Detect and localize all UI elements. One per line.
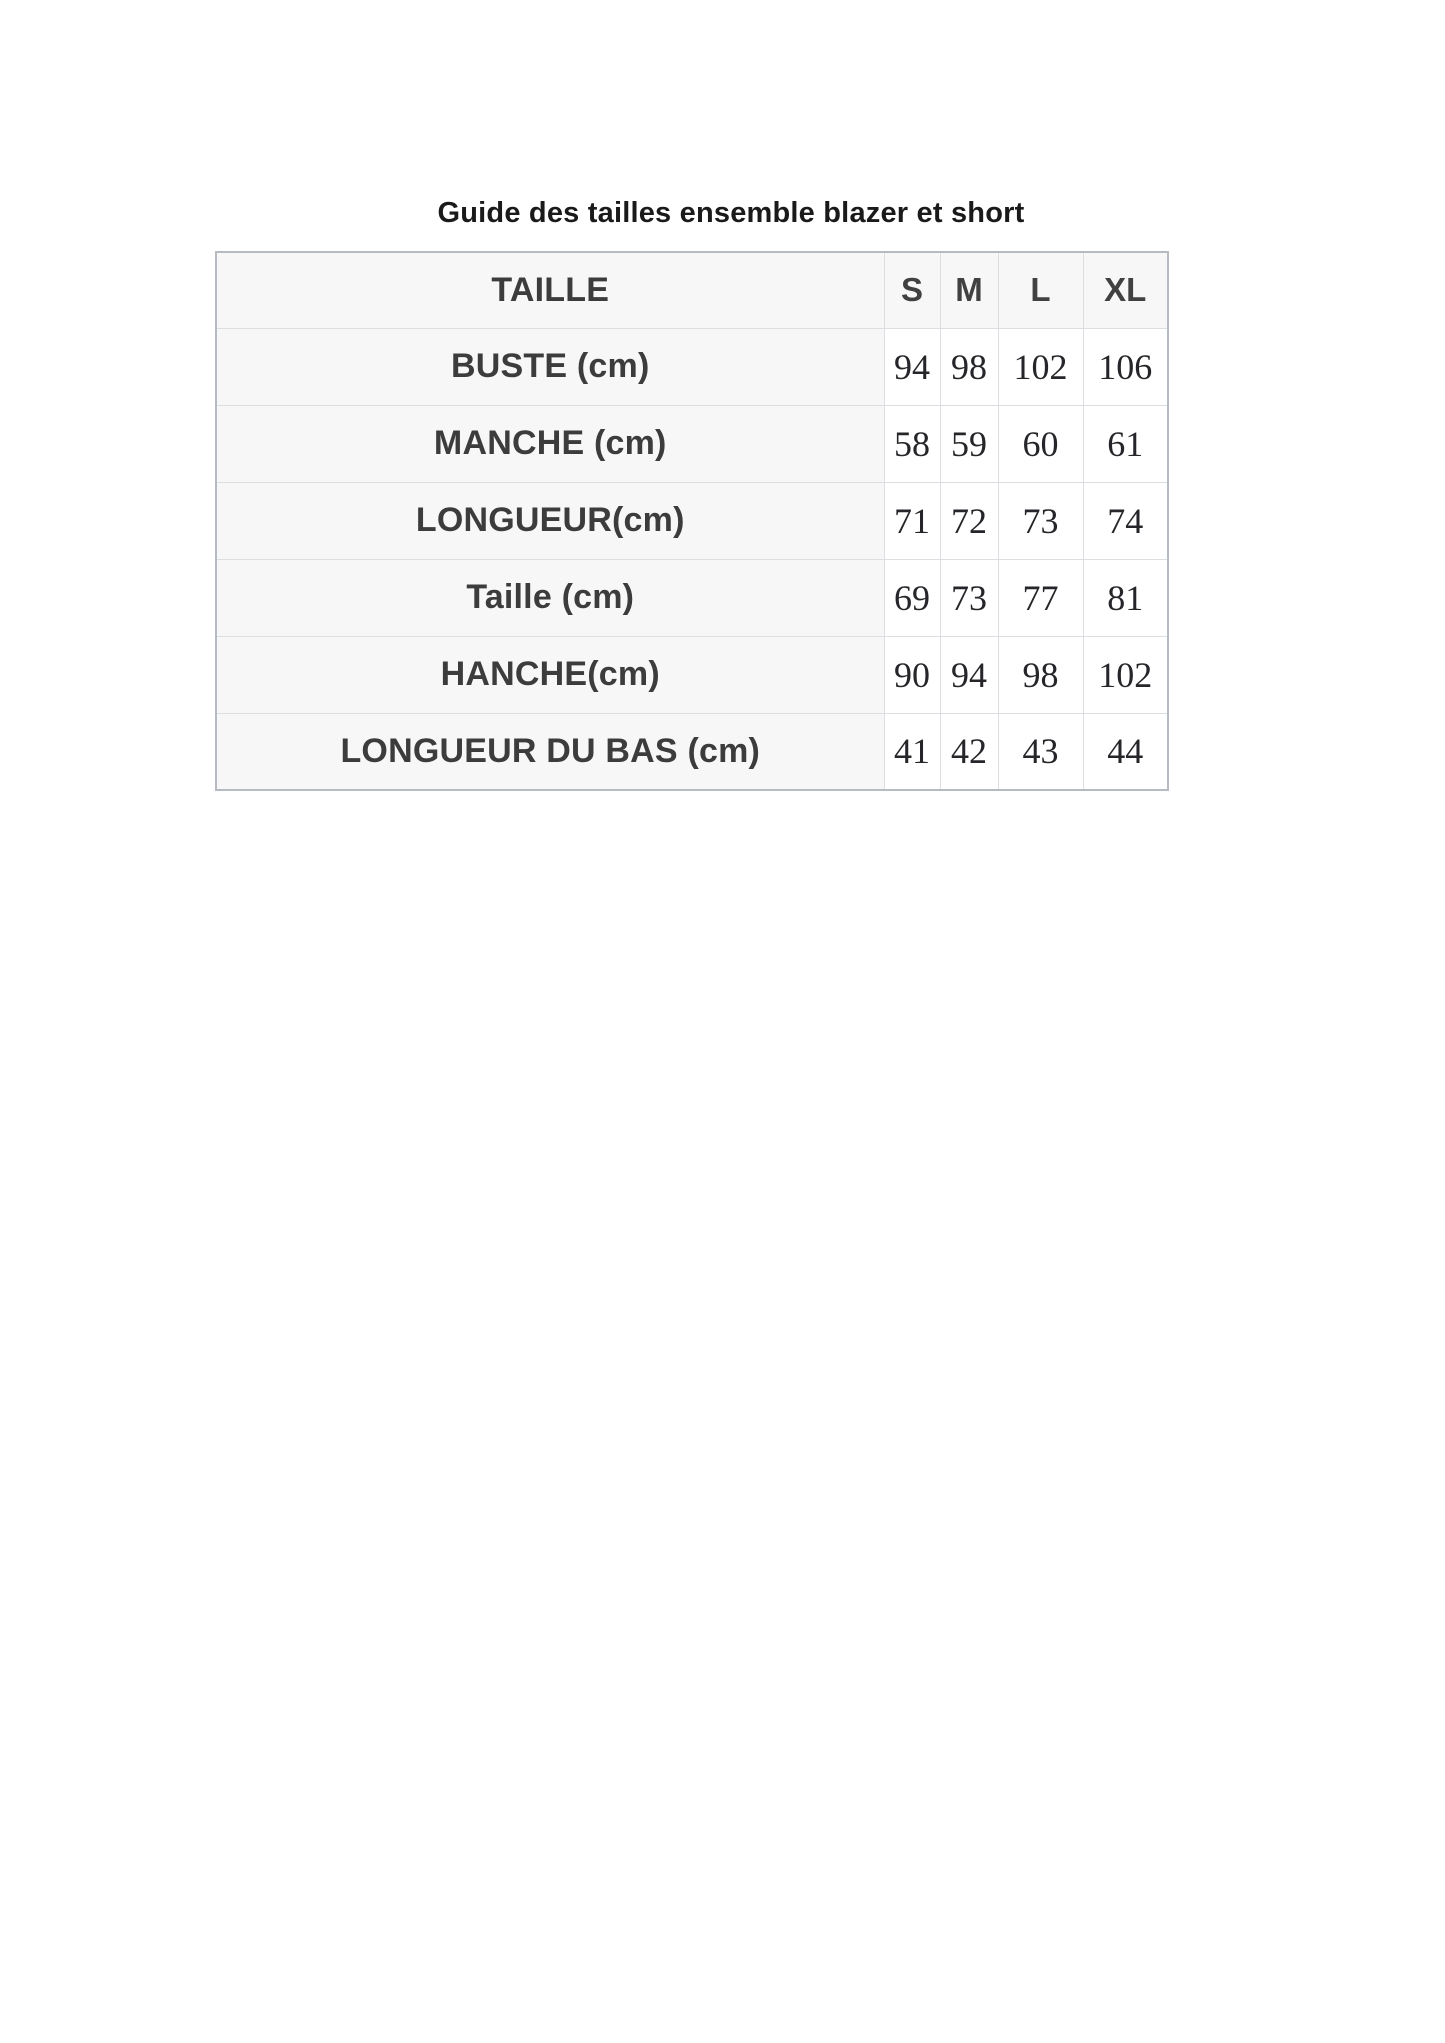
size-guide-content xyxy=(215,196,1247,791)
size-value-cell: 81 xyxy=(1083,559,1168,636)
table-row-manche xyxy=(216,405,1168,482)
row-label: LONGUEUR(cm) xyxy=(216,482,884,559)
size-value-cell: 77 xyxy=(998,559,1083,636)
size-guide-table xyxy=(215,251,1169,791)
table-row-longueur xyxy=(216,482,1168,559)
size-value-cell: 73 xyxy=(940,559,998,636)
size-value-cell: 74 xyxy=(1083,482,1168,559)
table-row-longueur-du-bas xyxy=(216,713,1168,790)
table-row-hanche xyxy=(216,636,1168,713)
size-value-cell: 94 xyxy=(940,636,998,713)
size-value-cell: 41 xyxy=(884,713,940,790)
table-header-row xyxy=(216,252,1168,328)
size-value-cell: 72 xyxy=(940,482,998,559)
row-label: HANCHE(cm) xyxy=(216,636,884,713)
size-value-cell: 60 xyxy=(998,405,1083,482)
header-cell-size-s: S xyxy=(884,252,940,328)
size-value-cell: 59 xyxy=(940,405,998,482)
header-cell-size-m: M xyxy=(940,252,998,328)
table-row-taille xyxy=(216,559,1168,636)
size-value-cell: 106 xyxy=(1083,328,1168,405)
size-value-cell: 102 xyxy=(1083,636,1168,713)
size-value-cell: 58 xyxy=(884,405,940,482)
size-value-cell: 42 xyxy=(940,713,998,790)
size-value-cell: 90 xyxy=(884,636,940,713)
size-value-cell: 94 xyxy=(884,328,940,405)
size-value-cell: 71 xyxy=(884,482,940,559)
header-cell-taille: TAILLE xyxy=(216,252,884,328)
size-value-cell: 61 xyxy=(1083,405,1168,482)
table-row-buste xyxy=(216,328,1168,405)
row-label: LONGUEUR DU BAS (cm) xyxy=(216,713,884,790)
row-label: BUSTE (cm) xyxy=(216,328,884,405)
size-value-cell: 44 xyxy=(1083,713,1168,790)
size-value-cell: 43 xyxy=(998,713,1083,790)
page-title: Guide des tailles ensemble blazer et short xyxy=(437,197,1025,229)
row-label: MANCHE (cm) xyxy=(216,405,884,482)
row-label: Taille (cm) xyxy=(216,559,884,636)
size-value-cell: 73 xyxy=(998,482,1083,559)
size-value-cell: 102 xyxy=(998,328,1083,405)
header-cell-size-xl: XL xyxy=(1083,252,1168,328)
size-value-cell: 98 xyxy=(998,636,1083,713)
size-value-cell: 69 xyxy=(884,559,940,636)
size-value-cell: 98 xyxy=(940,328,998,405)
header-cell-size-l: L xyxy=(998,252,1083,328)
